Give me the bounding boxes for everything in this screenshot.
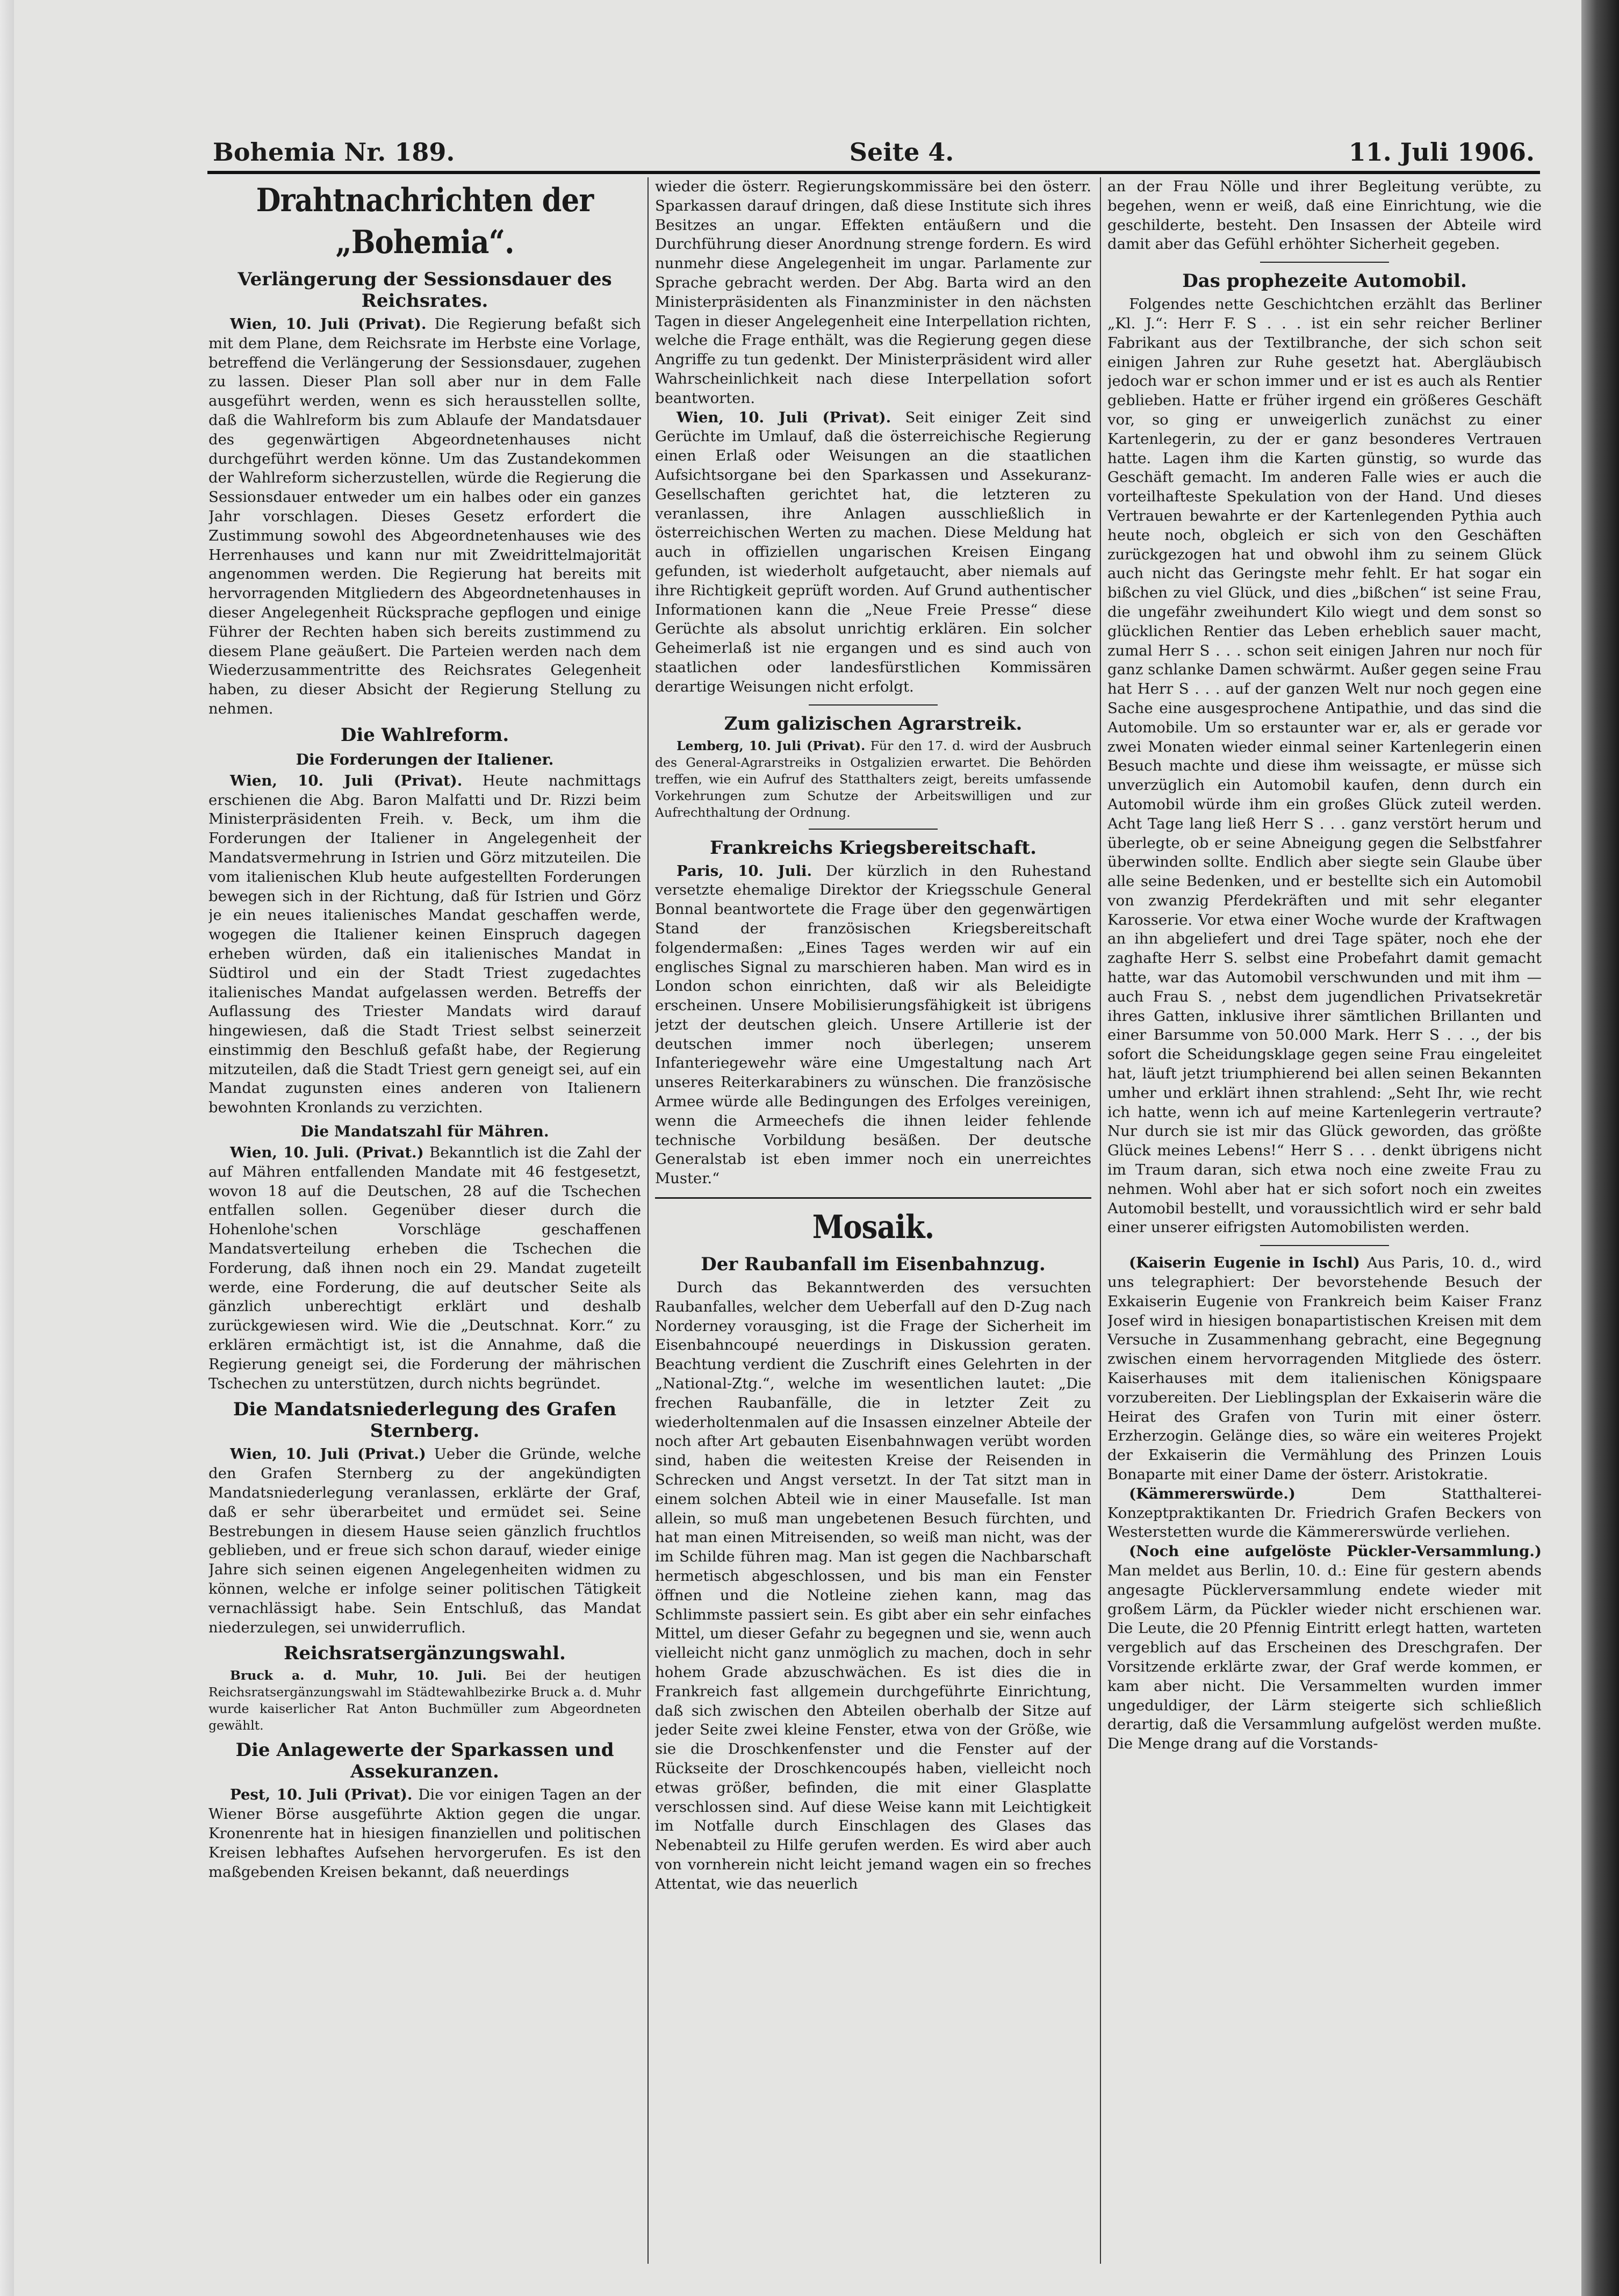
paragraph-text: Seit einiger Zeit sind Gerüchte im Umlauf, daß die österreichische Regierung einen Erlaß oder Weisungen an die staatlichen Aufsichtsorgane bei den Sparkassen und Assekuranz-Gesellschaften gerichtet hat, die letzteren zu veranlassen, ihre Anlagen ausschließlich in österreichischen Werten zu machen. Diese Meldung hat auch in offiziellen ungarischen Kreisen Eingang gefunden, ist wiederholt aufgetaucht, aber niemals auf ihre Richtigkeit geprüft worden. Auf Grund authentischer Informationen kann die „Neue Freie Presse“ diese Gerüchte als absolut unrichtig erklären. Ein solcher Geheimerlaß ist nie ergangen und es sind auch von staatlichen oder landesfürstlichen Kommissären derartige Weisungen nicht erfolgt. (655, 408, 1091, 695)
dateline: Paris, 10. Juli. (677, 862, 812, 880)
paragraph-text: Bekanntlich ist die Zahl der auf Mähren entfallenden Mandate mit 46 festgesetzt, wovon 18 auf die Deutschen, 28 auf die Tschechen entfallen sollen. Gegenüber dieser durch die Hohenlohe'schen Vorschläge geschaffenen Mandatsverteilung erheben die Tschechen die Forderung, daß ihnen noch ein 29. Mandat zugeteilt werde, eine Forderung, die auf deutscher Seite als gänzlich unberechtigt erklärt und deshalb zurückgewiesen wird. Wie die „Deutschnat. Korr.“ zu erklären ermächtigt ist, ist die Annahme, daß die Regierung geneigt sei, die Forderung der mährischen Tschechen zu unterstützen, durch nichts begründet. (208, 1144, 641, 1392)
article-continuation: an der Frau Nölle und ihrer Begleitung verübte, zu begehen, wenn er weiß, daß eine Einrichtung, wie die geschilderte, besteht. Den Insassen der Abteile wird damit aber das Gefühl erhöhter Sicherheit gegeben. (1107, 178, 1542, 253)
paragraph-text: Aus Paris, 10. d., wird uns telegraphiert: Der bevorstehende Besuch der Exkaiserin Eugenie von Frankreich beim Kaiser Franz Josef wird in hiesigen bonapartistischen Kreisen mit dem Versuche in Zusammenhang gebracht, eine Begegnung zwischen einem hervorragenden Mitgliede des österr. Kaiserhauses mit dem italienischen Königspaare vorzubereiten. Der Lieblingsplan der Exkaiserin wäre die Heirat des Grafen von Turin mit einer österr. Erzherzogin. Gelänge dies, so wäre ein weiteres Projekt der Exkaiserin die Vermählung des Prinzen Louis Bonaparte mit einer Dame der österr. Aristokratie. (1107, 1254, 1542, 1483)
paragraph-text: Heute nachmittags erschienen die Abg. Baron Malfatti und Dr. Rizzi beim Ministerpräsidenten Freih. v. Beck, um ihm die Forderungen der Italiener in Angelegenheit der Mandatsvermehrung in Istrien und Görz mitzuteilen. Die vom italienischen Klub heute aufgestellten Forderungen bewegen sich in der Richtung, daß für Istrien und Görz je ein neues italienisches Mandat geschaffen werde, wogegen die Italiener keinen Einspruch dagegen erheben würden, daß ein italienisches Mandat in Südtirol und ein der Stadt Triest zugedachtes italienisches Mandat aufgelassen werden. Betreffs der Auflassung des Triester Mandats wird darauf hingewiesen, daß die Stadt Triest selbst seinerzeit einstimmig den Beschluß gefaßt habe, der Regierung mitzuteilen, daß die Stadt Triest gern geneigt sei, auf ein Mandat zugunsten eines anderen von Italienern bewohnten Kronlands zu verzichten. (208, 772, 641, 1117)
dateline: Lemberg, 10. Juli (Privat). (677, 738, 866, 753)
paragraph-text: Der kürzlich in den Ruhestand versetzte ehemalige Direktor der Kriegsschule General Bonnal beantwortete die Frage über den gegenwärtigen Stand der französischen Kriegsbereitschaft folgendermaßen: „Eines Tages werden wir auf ein englisches Signal zu marschieren haben. Man wird es in London schon einrichten, daß wir als Beleidigte erscheinen. Unsere Mobilisierungsfähigkeit ist übrigens jetzt der deutschen gleich. Unsere Artillerie ist der deutschen immer noch überlegen; unserem Infanteriegewehr wäre eine Umgestaltung nach Art unseres Reiterkarabiners zu wünschen. Die französische Armee würde alle Bedingungen des Erfolges vereinigen, wenn die Armeechefs die ihnen leider fehlende technische Vorbildung besäßen. Der deutsche Generalstab ist eben immer noch ein unerreichtes Muster.“ (655, 862, 1091, 1187)
issue-date: 11. Juli 1906. (1348, 138, 1535, 167)
article-paragraph (655, 862, 1091, 1189)
page-number: Seite 4. (849, 138, 954, 167)
paragraph-text: Man meldet aus Berlin, 10. d.: Eine für gestern abends angesagte Pücklerversammlung endete wieder mit großem Lärm, da Pückler wieder nicht erschienen war. Die Leute, die 20 Pfennig Eintritt erlegt hatten, warteten vergeblich auf das Erscheinen des Dreschgrafen. Der Vorsitzende erklärte zwar, der Graf werde kommen, er kam aber nicht. Die Versammelten wurden immer ungeduldiger, der Lärm steigerte sich schließlich derartig, daß die Versammlung aufgelöst werden mußte. Die Menge drang auf die Vorstands- (1107, 1561, 1542, 1753)
article-paragraph (655, 408, 1091, 697)
article-paragraph (208, 1786, 641, 1882)
dateline: Wien, 10. Juli (Privat). (677, 408, 891, 426)
paragraph-text: Die Regierung befaßt sich mit dem Plane, dem Reichsrate im Herbste eine Vorlage, betreffend die Verlängerung der Sessionsdauer, zugehen zu lassen. Dieser Plan soll aber nur in dem Falle ausgeführt werden, wenn es sich herausstellen sollte, daß die Wahlreform bis zum Ablaufe der Mandatsdauer des gegenwärtigen Abgeordnetenhauses nicht durchgeführt werden könne. Um das Zustandekommen der Wahlreform sicherzustellen, würde die Regierung die Sessionsdauer entweder um ein halbes oder ein ganzes Jahr vorschlagen. Dieses Gesetz erfordert die Zustimmung sowohl des Abgeordnetenhauses wie des Herrenhauses und kann nur mit Zweidrittelmajorität angenommen werden. Die Regierung hat bereits mit hervorragenden Mitgliedern des Abgeordnetenhauses in dieser Angelegenheit Rücksprache gepflogen und einige Führer der Rechten haben sich bereits zustimmend zu diesem Plane geäußert. Die Parteien werden nach dem Wiederzusammentritte des Reichsrates Gelegenheit haben, zu dieser Absicht der Regierung Stellung zu nehmen. (208, 315, 641, 717)
section-title-drahtnachrichten: Drahtnachrichten der „Bohemia“. (256, 182, 594, 261)
article-paragraph (208, 1445, 641, 1637)
news-item (1107, 1254, 1542, 1485)
article-paragraph (208, 315, 641, 719)
newspaper-page (14, 0, 1581, 2296)
dateline: Pest, 10. Juli (Privat). (230, 1786, 413, 1804)
article-headline: Die Mandatsniederlegung des Grafen Sternberg. (233, 1399, 617, 1442)
page-header (213, 134, 1535, 167)
article-headline: Frankreichs Kriegsbereitschaft. (710, 837, 1037, 859)
article-paragraph (655, 738, 1091, 821)
news-item-lead: (Kaiserin Eugenie in Ischl) (1129, 1254, 1360, 1272)
article-headline: Zum galizischen Agrarstreik. (724, 712, 1023, 735)
column-2 (655, 177, 1091, 2275)
article-subheadline: Die Forderungen der Italiener. (296, 750, 554, 768)
column-divider (647, 177, 649, 2264)
article-headline: Die Wahlreform. (340, 724, 509, 746)
article-paragraph: Durch das Bekanntwerden des versuchten Raubanfalles, welcher dem Ueberfall auf den D-Zug nach Norderney vorausging, ist die Frage der Sicherheit im Eisenbahncoupé neuerdings in Diskussion geraten. Beachtung verdient die Zuschrift eines Gelehrten in der „National-Ztg.“, welche im wesentlichen lautet: „Die frechen Raubanfälle, die in letzter Zeit zu wiederholtenmalen auf die Insassen einzelner Abteile der noch after Art gebauten Eisenbahnwagen verübt worden sind, haben die weitesten Kreise der Reisenden in Schrecken und Angst versetzt. In der Tat sitzt man in einem solchen Abteil wie in einer Mausefalle. Ist man allein, so muß man ungebetenen Besuch fürchten, und hat man einen Mitreisenden, so weiß man nicht, was der im Schilde führen mag. Man ist gegen die Nachbarschaft hermetisch abgeschlossen, und bis man ein Fenster öffnen und die Notleine ziehen kann, mag das Schlimmste passiert sein. Es gibt aber ein sehr einfaches Mittel, um dieser Gefahr zu begegnen und sie, wenn auch vielleicht nicht ganz unmöglich zu machen, doch in sehr hohem Grade abzuschwächen. Es ist dies die in Frankreich fast allgemein durchgeführte Einrichtung, daß sich zwischen den Abteilen oberhalb der Sitze auf jeder Seite zwei kleine Fenster, etwa von der Größe, wie sie die Droschkenfenster und die Fenster auf der Rückseite der Droschkencoupés haben, vielleicht noch etwas größer, befinden, die mit einer Glasplatte verschlossen sind. Auf diese Weise kann mit Leichtigkeit im Notfalle durch Einschlagen des Glases das Nebenabteil zu Hilfe gerufen werden. Es wird aber auch von vornherein nicht leicht jemand wagen ein so freches Attentat, wie das neuerlich (655, 1279, 1091, 1892)
news-item (1107, 1485, 1542, 1542)
paragraph-text: Die vor einigen Tagen an der Wiener Börse ausgeführte Aktion gegen die ungar. Kronenrente hat in hiesigen finanziellen und politischen Kreisen lebhaftes Aufsehen hervorgerufen. Es ist den maßgebenden Kreisen bekannt, daß neuerdings (208, 1786, 641, 1881)
paper-issue: Bohemia Nr. 189. (213, 138, 455, 167)
paragraph-text: Dem Statthalterei-Konzeptpraktikanten Dr. Friedrich Grafen Beckers von Westerstetten wurde die Kämmererswürde verliehen. (1107, 1485, 1542, 1541)
article-separator (1260, 1245, 1389, 1246)
article-headline: Die Anlagewerte der Sparkassen und Assekuranzen. (235, 1739, 614, 1783)
article-headline: Das prophezeite Automobil. (1182, 270, 1467, 292)
section-separator (655, 1197, 1091, 1199)
article-separator (809, 704, 938, 706)
paragraph-text: Für den 17. d. wird der Ausbruch des General-Agrarstreiks in Ostgalizien erwartet. Die Behörden treffen, wie ein Aufruf des Statthalters zeigt, bereits umfassende Vorkehrungen zum Schutze der Arbeitswilligen und zur Aufrechthaltung der Ordnung. (655, 738, 1091, 820)
scan-margin-right (1581, 0, 1619, 2296)
article-subheadline: Die Mandatszahl für Mähren. (300, 1122, 549, 1141)
header-rule (207, 171, 1540, 174)
article-continuation: wieder die österr. Regierungskommissäre bei den österr. Sparkassen darauf dringen, daß diese Institute sich ihres Besitzes an ungar. Effekten entäußern und die Durchführung dieser Anordnung strenge fordern. Es wird nunmehr diese Angelegenheit im ungar. Parlamente zur Sprache gebracht werden. Der Abg. Barta wird an den Ministerpräsidenten als Finanzminister in den nächsten Tagen in dieser Angelegenheit eine Interpellation richten, welche die Frage enthält, was die Regierung gegen diese Angriffe zu tun gedenkt. Der Ministerpräsident wird aller Wahrscheinlichkeit nach diese Interpellation sofort beantworten. (655, 178, 1091, 407)
article-headline: Reichsratsergänzungswahl. (284, 1643, 566, 1665)
article-headline: Verlängerung der Sessionsdauer des Reichsrates. (238, 269, 612, 312)
paragraph-text: Ueber die Gründe, welche den Grafen Sternberg zu der angekündigten Mandatsniederlegung veranlassen, erklärte der Graf, daß er sehr überarbeitet und ermüdet sei. Seine Bestrebungen in diesem Hause seien gänzlich fruchtlos geblieben, und er freue sich schon darauf, wieder einige Jahre sich seinen eigenen Angelegenheiten widmen zu können, welche er infolge seiner politischen Tätigkeit vernachlässigt habe. Sein Entschluß, das Mandat niederzulegen, sei unwiderruflich. (208, 1445, 641, 1636)
news-item (1107, 1542, 1542, 1754)
article-separator (1260, 262, 1389, 263)
article-paragraph (208, 1667, 641, 1734)
column-3 (1107, 177, 1542, 2275)
article-paragraph (208, 772, 641, 1118)
column-divider (1100, 177, 1101, 2264)
scan-margin-left (0, 0, 14, 2296)
paragraph-text: Bei der heutigen Reichsratsergänzungswahl im Städtewahlbezirke Bruck a. d. Muhr wurde kaiserlicher Rat Anton Buchmüller zum Abgeordneten gewählt. (208, 1668, 641, 1733)
article-separator (809, 829, 938, 830)
dateline: Wien, 10. Juli (Privat). (230, 772, 463, 789)
article-paragraph (208, 1143, 641, 1393)
article-headline: Der Raubanfall im Eisenbahnzug. (701, 1254, 1046, 1276)
section-title-mosaik: Mosaik. (812, 1208, 934, 1247)
dateline: Wien, 10. Juli (Privat). (230, 315, 427, 333)
dateline: Wien, 10. Juli. (Privat.) (230, 1144, 424, 1162)
article-paragraph: Folgendes nette Geschichtchen erzählt das Berliner „Kl. J.“: Herr F. S . . . ist ein sehr reicher Berliner Fabrikant aus der Textilbranche, der sich schon seit einigen Jahren zur Ruhe gesetzt hat. Abergläubisch jedoch war er schon immer und er ist es auch als Rentier geblieben. Hatte er früher irgend ein größeres Geschäft vor, so ging er unweigerlich zunächst zu einer Kartenlegerin, zu der er ganz besonderes Vertrauen hatte. Lagen ihm die Karten günstig, so wurde das Geschäft gemacht. Im anderen Falle wies er auch die vorteilhafteste Spekulation von der Hand. Und dieses Vertrauen bewahrte er der Kartenlegenden Pythia auch heute noch, obgleich er sich von den Geschäften zurückgezogen hat und obwohl ihm zu seinem Glück auch nicht das Geringste mehr fehlt. Er hat sogar ein bißchen zu viel Glück, und dies „bißchen“ ist seine Frau, die ungefähr zweihundert Kilo wiegt und dem sonst so glücklichen Rentier das Leben erheblich sauer macht, zumal Herr S . . . schon seit einigen Jahren nur noch für ganz schlanke Damen schwärmt. Außer gegen seine Frau hat Herr S . . . auf der ganzen Welt nur noch gegen eine Sache eine ausgesprochene Antipathie, und das sind die Automobile. Um so erstaunter war er, als er gerade vor zwei Monaten wieder einmal seiner Kartenlegerin einen Besuch machte und diese ihm weissagte, er müsse sich unverzüglich ein Automobil kaufen, denn durch ein Automobil würde ihm ein großes Glück zuteil werden. Acht Tage lang ließ Herr S . . . ganz verstört herum und überlegte, ob er seine Abneigung gegen die Selbstfahrer überwinden sollte. Endlich aber siegte sein Glaube über alle seine Bedenken, und er bestellte sich ein Automobil von zwanzig Pferdekräften und mit sehr eleganter Karosserie. Vor etwa einer Woche wurde der Kraftwagen an ihn abgeliefert und drei Tage später, noch ehe der zaghafte Herr S. selbst eine Probefahrt damit gemacht hatte, war das Automobil verschwunden und mit ihm — auch Frau S. , nebst dem jugendlichen Privatsekretär ihres Gatten, inklusive ihrer sämtlichen Brillanten und einer Barsumme von 50.000 Mark. Herr S . . ., der bis sofort die Scheidungsklage gegen seine Frau eingeleitet hat, läuft jetzt triumphierend bei allen seinen Bekannten umher und erklärt ihnen strahlend: „Seht Ihr, wie recht ich hatte, wenn ich auf meine Kartenlegerin vertraute? Nur durch sie ist mir das Glück geworden, das größte Glück meines Lebens!“ Herr S . . . denkt übrigens nicht im Traum daran, sich etwa noch eine zweite Frau zu nehmen. Wohl aber hat er sich sofort noch ein zweites Automobil bestellt, und voraussichtlich wird er sehr bald einer unserer eifrigsten Automobilisten werden. (1107, 296, 1542, 1236)
dateline: Wien, 10. Juli (Privat.) (230, 1445, 426, 1463)
dateline: Bruck a. d. Muhr, 10. Juli. (230, 1668, 487, 1683)
column-1 (208, 177, 641, 2275)
news-item-lead: (Noch eine aufgelöste Pückler-Versammlung.) (1129, 1543, 1542, 1560)
news-item-lead: (Kämmererswürde.) (1129, 1485, 1296, 1502)
